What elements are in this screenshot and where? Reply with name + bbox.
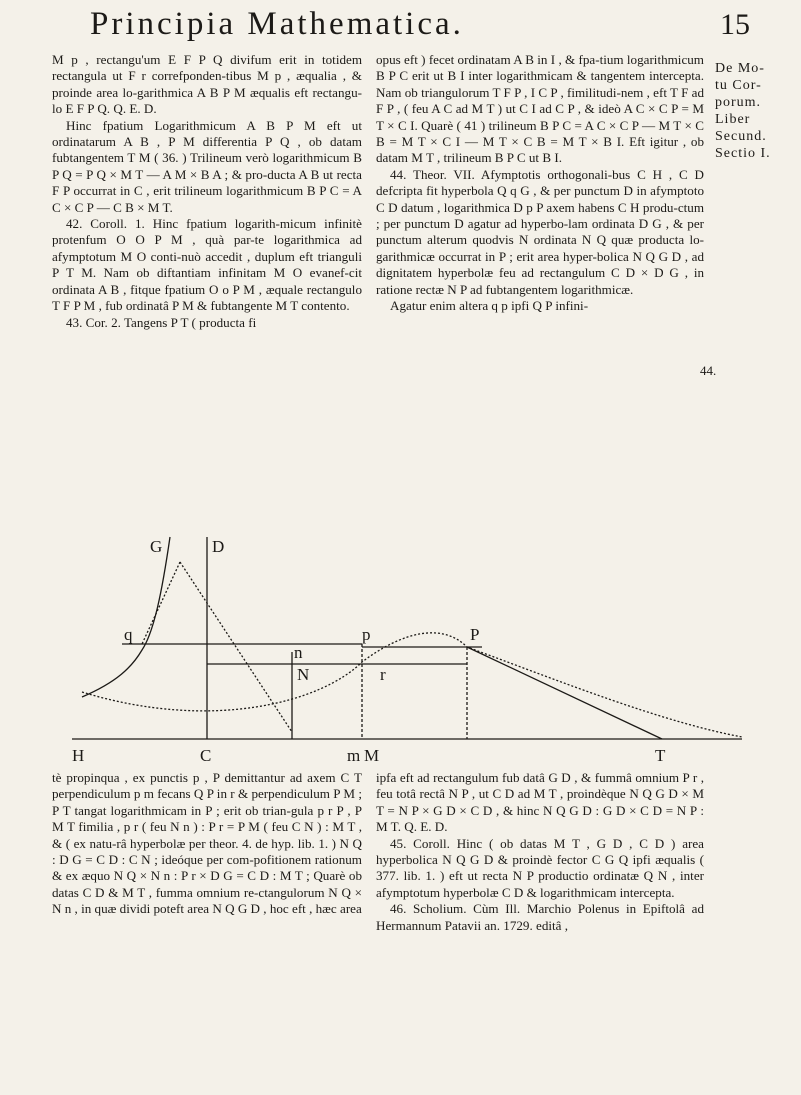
margin-note-line: De Mo- [715,61,765,76]
corollary-42: 42. Coroll. 1. Hinc fpatium logarith-micum infinitè protenfum O O P M , quà par-te logarithmica ad afymptotum M O conti-nuò accedit , duplum eft trianguli P T M. Nam ob diftantiam infinitam M O evanef-cit ordinata A B , fitque fpatium O o P M , æquale rectangulo T F P M , fub ordinatâ P M & fubtangente M T contento. [52,216,362,314]
label-D: D [212,537,225,556]
label-T: T [655,746,666,764]
geometric-figure [62,532,752,764]
right-column-top [376,52,704,315]
label-N: N [297,665,310,684]
paragraph: Hinc fpatium Logarithmicum A B P M eft ut ordinatarum A B , P M differentia P Q , ob datam fubtangentem T M ( 36. ) Trilineum verò logarithmicum B P Q = P Q × M T — A M × B A ; & pro-ducta A B ut recta F P occurrat in C , erit trilineum logarithmicum B P C = A C × C P — C B × M T. [52,117,362,215]
running-title: Principia Mathematica. [90,6,464,42]
label-M: M [364,746,380,764]
hyperbola-curve [82,537,170,697]
dotted-ray [142,562,180,644]
label-G: G [150,537,163,556]
margin-note-line: Sectio I. [715,146,771,161]
label-p: p [362,625,371,644]
paragraph: ipfa eft ad rectangulum fub datâ G D , & fummâ omnium P r , feu totâ rectâ N P , ut C D ad M T , proindèque N Q G D × M T = N P × G D × C D , & hinc N Q G D : G D × C D = N P : M T. Q. E. D. [376,770,704,835]
right-column-bottom [376,770,704,934]
label-P: P [470,625,480,644]
corollary-45: 45. Coroll. Hinc ( ob datas M T , G D , C D ) area hyperbolica N Q G D & proindè fector C G Q ipfi æqualis ( 377. lib. 1. ) eft ut recta N P productio ordinatæ Q N , inter afymptotum hyperbolæ C D & logarithmicam intercepta. [376,835,704,900]
label-r: r [380,665,386,684]
logarithmic-curve [82,633,742,737]
label-m: m [347,746,361,764]
margin-note-line: Secund. [715,129,767,144]
margin-note-line: Liber [715,112,751,127]
left-column-top [52,52,362,331]
page-number: 15 [720,8,750,41]
corollary-43: 43. Cor. 2. Tangens P T ( producta fi [66,314,257,330]
paragraph: opus eft ) fecet ordinatam A B in I , & fpa-tium logarithmicum B P C erit ut B I inter logarithmicam & tangentem intercepta. Nam ob triangulorum T F P , I C P , fimilitudi-nem , eft T F ad F P , ( feu A C ad M T ) ut C I ad C P , & ideò A C × C P = M T × C I. Quarè ( 41 ) trilineum B P C = A C × C P — M T × C B = M T × C I — M T × C B = M T × B I. Eft igitur , ob datam M T , trilineum B P C ut B I. [376,52,704,166]
label-n: n [294,643,303,662]
margin-note-line: tu Cor- [715,78,762,93]
tangent-line [467,647,662,739]
paragraph: M p , rectangu'um E F P Q divifum erit in totidem rectangula ut F r correfponden-tibus M p , æqualia , & proinde area lo-garithmica A B P M æqualis eft rectangu-lo E F P Q. Q. E. D. [52,52,362,117]
section-number: 44. [700,363,717,378]
paragraph: tè propinqua , ex punctis p , P demittantur ad axem C T perpendiculum p m fecans Q P in r & perpendiculum P M ; P T tangat logarithmicam in P ; erit ob trian-gula p r P , P M T fimilia , p r ( feu N n ) : P r = P M ( feu C N ) : M T , & ( ex natu-râ hyperbolæ per theor. 4. de hyp. lib. 1. ) N Q : D G = C D : C N ; ideóque per com-pofitionem rationum & ex æquo N Q × N n : P r × D G = C D : M T ; Quarè ob datas C D & M T , fumma omnium re-ctangulorum N Q × N n , in quæ dividi poteft area N Q G D , hoc eft , hæc area [52,770,362,917]
scholium-46: 46. Scholium. Cùm Ill. Marchio Polenus in Epiftolâ ad Hermannum Patavii an. 1729. editâ , [376,901,704,933]
margin-note [715,60,799,162]
theorem-44: 44. Theor. VII. Afymptotis orthogonali-bus C H , C D defcripta fit hyperbola Q q G , & per punctum D in afymptoto C D datum , logarithmica D p P axem habens C H produ-ctum ; per punctum D agatur ad hyperbo-lam ordinata D G , & per punctum alterum quodvis N ordinata N Q quæ producta lo-garithmicæ occurrat in P ; erit area hyper-bolica N Q G D , ad dignitatem hyperbolæ feu ad rectangulum C D × D G , in ratione rectæ N P ad fubtangentem logarithmicæ. [376,166,704,297]
paragraph: Agatur enim altera q p ipfi Q P infini- [390,298,589,314]
label-H: H [72,746,85,764]
label-C: C [200,746,212,764]
margin-note-line: porum. [715,95,762,110]
label-q: q [124,625,133,644]
left-column-bottom [52,770,362,918]
